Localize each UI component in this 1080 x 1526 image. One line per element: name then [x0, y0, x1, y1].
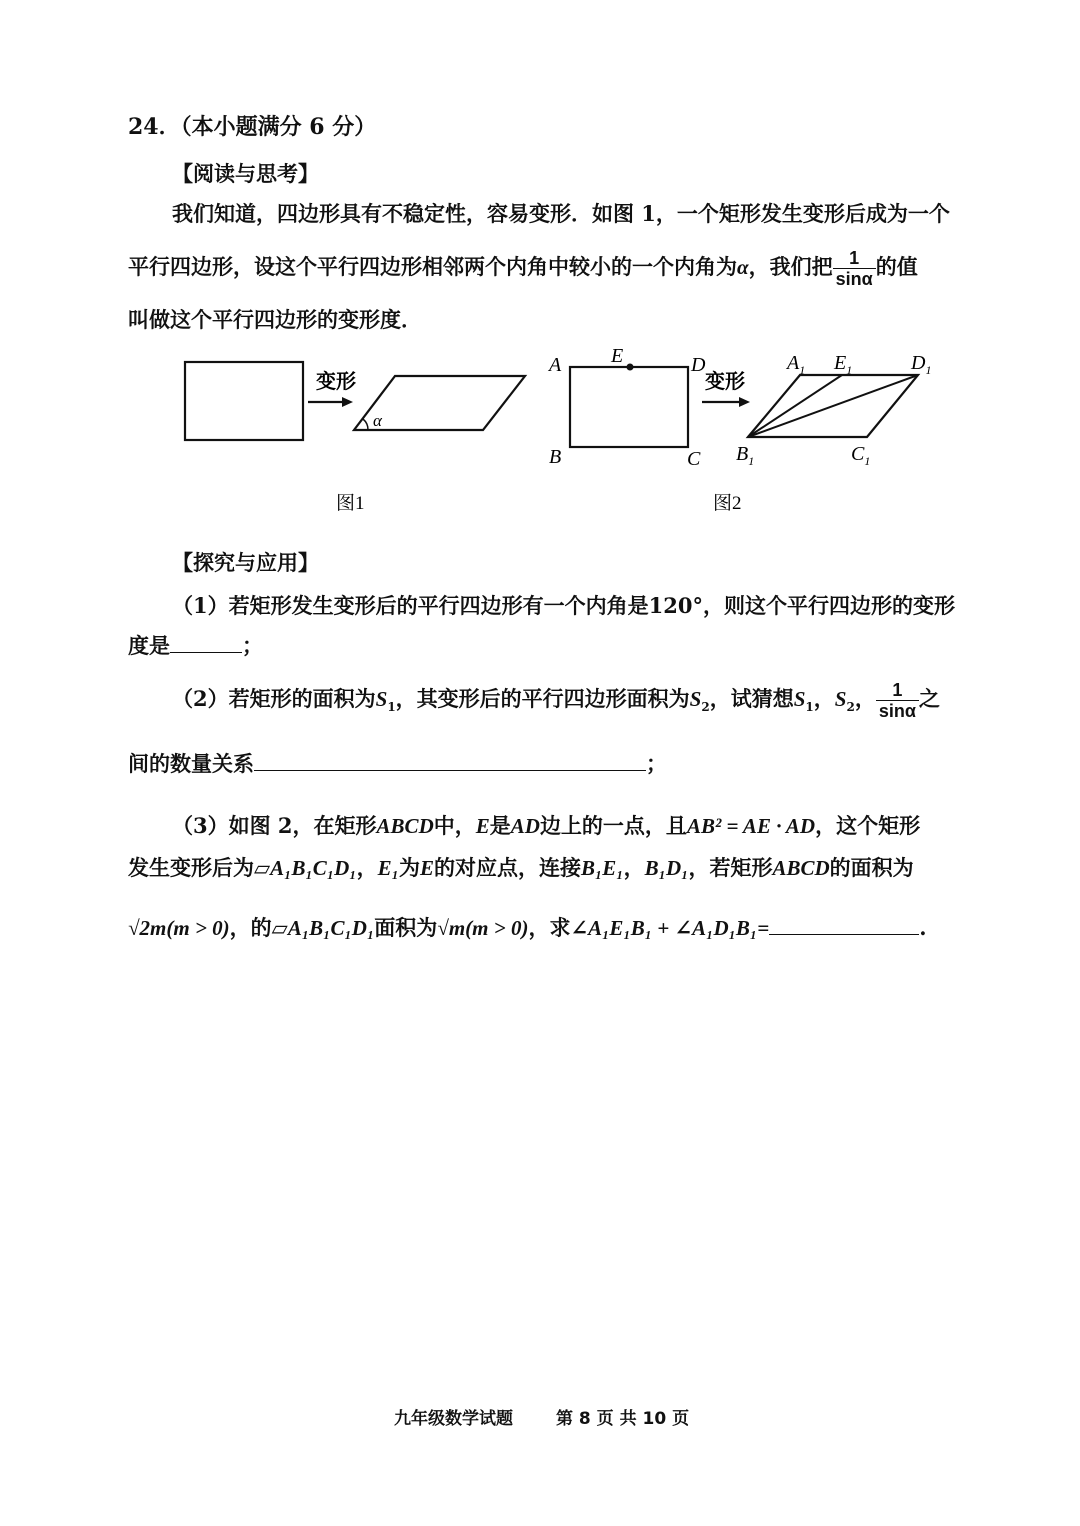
footer-subject: 九年级数学试题 — [394, 1409, 513, 1429]
reading-heading: 【阅读与思考】 — [172, 161, 319, 186]
point-e — [627, 364, 634, 371]
label-c1: $C_1$ — [851, 443, 871, 468]
fig2-arrow — [702, 397, 750, 407]
fraction-1-over-sin-2: $\frac{1}{\sin\alpha}$ — [876, 680, 919, 721]
fig2-rectangle — [570, 367, 688, 447]
label-e: E — [611, 345, 624, 367]
question-1-line-2: 度是 ； — [128, 630, 263, 660]
label-a1: $A_1$ — [787, 352, 806, 377]
sqrt-2m: √2m — [128, 916, 167, 940]
fraction-1-over-sin: $\frac{1}{\sin\alpha}$ — [833, 248, 876, 289]
alpha-symbol: α — [737, 255, 749, 279]
fig1-rectangle — [185, 362, 303, 440]
label-e1: $E_1$ — [834, 352, 853, 377]
fig1-caption: 图1 — [336, 493, 365, 514]
answer-blank-3[interactable] — [769, 912, 919, 935]
label-a: A — [549, 354, 562, 376]
answer-blank-1[interactable] — [170, 630, 242, 653]
question-3-line-1: （3）如图 2，在矩形ABCD中，E是AD边上的一点，且AB² = AE · AD，这个矩形 — [172, 813, 921, 838]
fig1-alpha-label: α — [373, 411, 382, 430]
reading-line-3: 叫做这个平行四边形的变形度． — [128, 307, 422, 332]
figures — [170, 345, 960, 520]
label-b: B — [549, 446, 562, 468]
label-b1: $B_1$ — [736, 443, 755, 468]
fig1-angle-arc — [363, 419, 368, 430]
sqrt-m: √m — [437, 916, 466, 940]
fig2-arrow-label: 变形 — [705, 371, 745, 393]
question-2-line-1: （2）若矩形的面积为$S_1$，其变形后的平行四边形面积为$S_2$，试猜想$S_1$，$S_2$， $\frac{1}{\sin\alpha}$ 之 — [172, 680, 940, 721]
label-d1: $D_1$ — [911, 352, 932, 377]
fig2-caption: 图2 — [713, 493, 742, 514]
question-1-line-1: （1）若矩形发生变形后的平行四边形有一个内角是120°，则这个平行四边形的变形 — [172, 593, 955, 618]
question-3-line-2: 发生变形后为▱A₁B₁C₁D₁，E₁为E的对应点，连接B₁E₁，B₁D₁，若矩形ABCD的面积为 — [128, 855, 914, 880]
footer-page-number: 第 8 页 共 10 页 — [556, 1409, 690, 1429]
segment-b1e1 — [748, 375, 842, 437]
fig1-arrow-label: 变形 — [316, 371, 356, 393]
fig1-arrow — [308, 397, 353, 407]
question-2-line-2: 间的数量关系 ； — [128, 748, 667, 778]
explore-heading: 【探究与应用】 — [172, 550, 319, 575]
question-3-line-3: √2m(m > 0)，的▱A₁B₁C₁D₁面积为√m(m > 0)，求∠A₁E₁B₁ + ∠A₁D₁B₁= . — [128, 912, 927, 942]
label-c: C — [687, 448, 701, 470]
answer-blank-2[interactable] — [254, 748, 646, 771]
question-number: 24．（本小题满分 6 分） — [128, 114, 377, 140]
label-d: D — [691, 354, 706, 376]
reading-line-2: 平行四边形，设这个平行四边形相邻两个内角中较小的一个内角为α，我们把 $\frac{1}{\sin\alpha}$ 的值 — [128, 248, 918, 289]
reading-line-1: 我们知道，四边形具有不稳定性，容易变形．如图 1，一个矩形发生变形后成为一个 — [172, 201, 950, 226]
